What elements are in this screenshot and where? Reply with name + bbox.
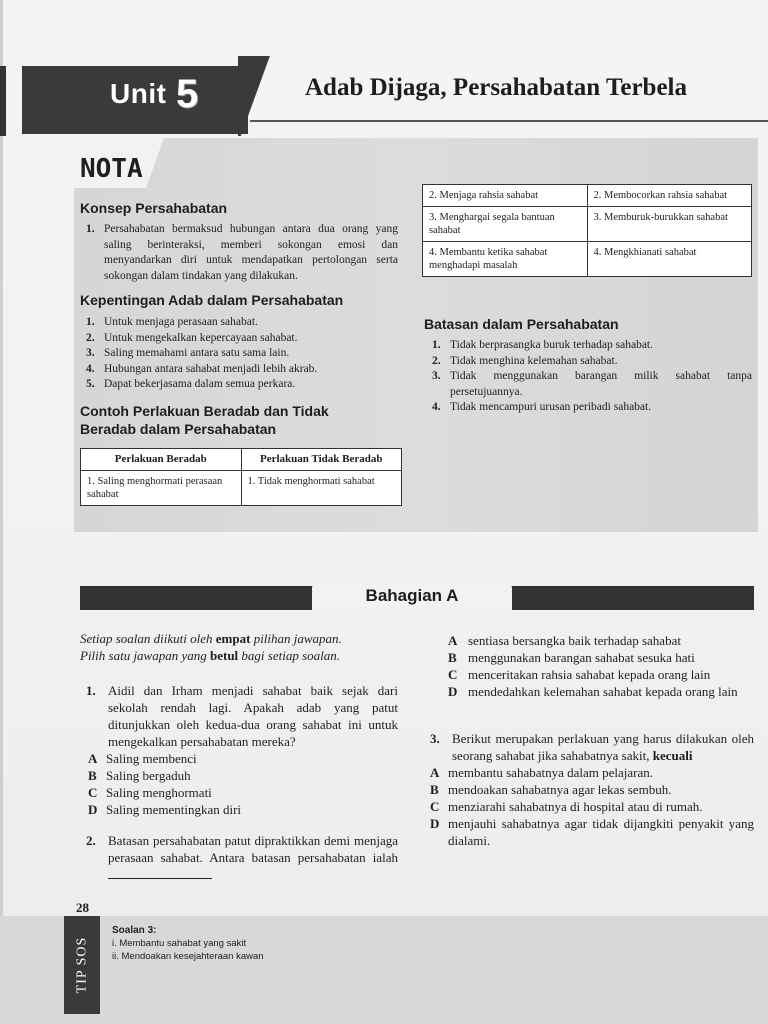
table-cell: 3. Menghargai segala bantuan sahabat: [423, 207, 588, 242]
batasan-list: [432, 338, 752, 416]
table-header: Perlakuan Beradab: [81, 449, 242, 471]
contoh-heading-line2: Beradab dalam Persahabatan: [80, 421, 277, 437]
list-item: 5. Dapat bekerjasama dalam semua perkara.: [86, 378, 296, 390]
konsep-heading: Konsep Persahabatan: [80, 200, 228, 216]
kepentingan-list: [86, 315, 398, 393]
question-number: 1.: [86, 683, 96, 698]
unit-title: Adab Dijaga, Persahabatan Terbela: [305, 74, 687, 101]
question-text: Berikut merupakan perlakuan yang harus dilakukan oleh seorang sahabat jika sahabatnya sakit, kecuali: [452, 731, 754, 763]
answer-option[interactable]: A Saling membenci: [88, 751, 197, 766]
answer-option[interactable]: B Saling bergaduh: [88, 768, 191, 783]
table-cell: 2. Membocorkan rahsia sahabat: [587, 185, 752, 207]
section-title: Bahagian A: [365, 586, 459, 605]
answer-option[interactable]: A sentiasa bersangka baik terhadap sahabat: [448, 633, 681, 648]
batasan-heading: Batasan dalam Persahabatan: [424, 316, 619, 332]
contoh-heading-line1: Contoh Perlakuan Beradab dan Tidak: [80, 403, 329, 419]
table-row: [423, 242, 752, 277]
list-item: 3. Saling memahami antara satu sama lain.: [86, 347, 290, 359]
unit-banner-slant: [238, 56, 272, 136]
question-number: 2.: [86, 833, 96, 848]
list-item: 3. Tidak menggunakan barangan milik sahabat tanpa persetujuannya.: [432, 370, 752, 398]
answer-option[interactable]: D Saling mementingkan diri: [88, 802, 242, 817]
table-cell: 4. Mengkhianati sahabat: [587, 242, 752, 277]
table-cell: 1. Saling menghormati perasaan sahabat: [81, 471, 242, 506]
kepentingan-heading: Kepentingan Adab dalam Persahabatan: [80, 292, 344, 308]
table-header: Perlakuan Tidak Beradab: [241, 449, 402, 471]
answer-option[interactable]: D mendedahkan kelemahan sahabat kepada orang lain: [448, 684, 738, 699]
page-edge: [0, 0, 3, 1024]
tip-line: ii. Mendoakan kesejahteraan kawan: [112, 951, 264, 962]
question-2: [86, 832, 398, 883]
question-3: [430, 730, 754, 849]
question-text: Batasan persahabatan patut dipraktikkan demi menjaga perasaan sahabat. Antara batasan persahabatan ialah: [86, 832, 398, 883]
question-1: [86, 682, 398, 818]
page-number: 28: [76, 900, 89, 915]
answer-option[interactable]: A membantu sahabatnya dalam pelajaran.: [430, 765, 654, 780]
list-item: 2. Tidak menghina kelemahan sahabat.: [432, 354, 618, 367]
contoh-heading: [80, 402, 329, 438]
option-list: [66, 750, 398, 818]
contoh-table: [80, 448, 402, 506]
tip-title: Soalan 3:: [112, 925, 157, 936]
konsep-list: [86, 222, 398, 284]
nota-label: NOTA: [80, 154, 143, 184]
answer-option[interactable]: C Saling menghormati: [88, 785, 212, 800]
question-2-options: [430, 632, 754, 700]
tip-line: i. Membantu sahabat yang sakit: [112, 938, 247, 949]
list-item: 2. Untuk mengekalkan kepercayaan sahabat.: [86, 331, 298, 344]
answer-blank: [108, 866, 212, 879]
list-item: 1. Untuk menjaga perasaan sahabat.: [86, 316, 258, 328]
tip-label: TIP SOS: [74, 936, 90, 994]
unit-label: Unit: [110, 78, 167, 109]
answer-option[interactable]: B menggunakan barangan sahabat sesuka hati: [448, 650, 695, 665]
question-keyword: kecuali: [652, 748, 693, 763]
table-row: [81, 471, 402, 506]
option-list: [408, 764, 754, 849]
table-cell: 3. Memburuk-burukkan sahabat: [587, 207, 752, 242]
contoh-table-continued: [422, 184, 752, 277]
answer-option[interactable]: D menjauhi sahabatnya agar tidak dijangkiti penyakit yang dialami.: [430, 816, 754, 848]
answer-option[interactable]: C menceritakan rahsia sahabat kepada orang lain: [448, 667, 711, 682]
question-number: 3.: [430, 731, 440, 746]
list-item: 1. Persahabatan bermaksud hubungan antara dua orang yang saling berinteraksi, memberi sokongan emosi dan menyandarkan diri untuk mendapatkan pertolongan serta sokongan dalam tindakan yang dilakukan.: [86, 223, 398, 282]
question-text: Aidil dan Irham menjadi sahabat baik sejak dari sekolah rendah lagi. Apakah adab yang patut ditunjukkan oleh kedua-dua orang sahabat ini untuk mengekalkan persahabatan mereka?: [108, 683, 398, 749]
unit-tab-bar: [0, 66, 6, 136]
answer-option[interactable]: C menziarahi sahabatnya di hospital atau di rumah.: [430, 799, 703, 814]
list-item: 4. Hubungan antara sahabat menjadi lebih akrab.: [86, 362, 318, 375]
answer-option[interactable]: B mendoakan sahabatnya agar lekas sembuh.: [430, 782, 672, 797]
table-header-row: [81, 449, 402, 471]
list-item: 4. Tidak mencampuri urusan peribadi sahabat.: [432, 401, 652, 413]
table-cell: 1. Tidak menghormati sahabat: [241, 471, 402, 506]
list-item: 1. Tidak berprasangka buruk terhadap sahabat.: [432, 339, 653, 351]
instructions: Setiap soalan diikuti oleh empat pilihan jawapan. Pilih satu jawapan yang betul bagi setiap soalan.: [80, 631, 342, 663]
table-cell: 2. Menjaga rahsia sahabat: [423, 185, 588, 207]
header-rule: [250, 120, 768, 122]
table-row: [423, 185, 752, 207]
unit-number: 5: [176, 72, 199, 116]
table-row: [423, 207, 752, 242]
tip-body: [112, 924, 264, 963]
table-cell: 4. Membantu ketika sahabat menghadapi masalah: [423, 242, 588, 277]
